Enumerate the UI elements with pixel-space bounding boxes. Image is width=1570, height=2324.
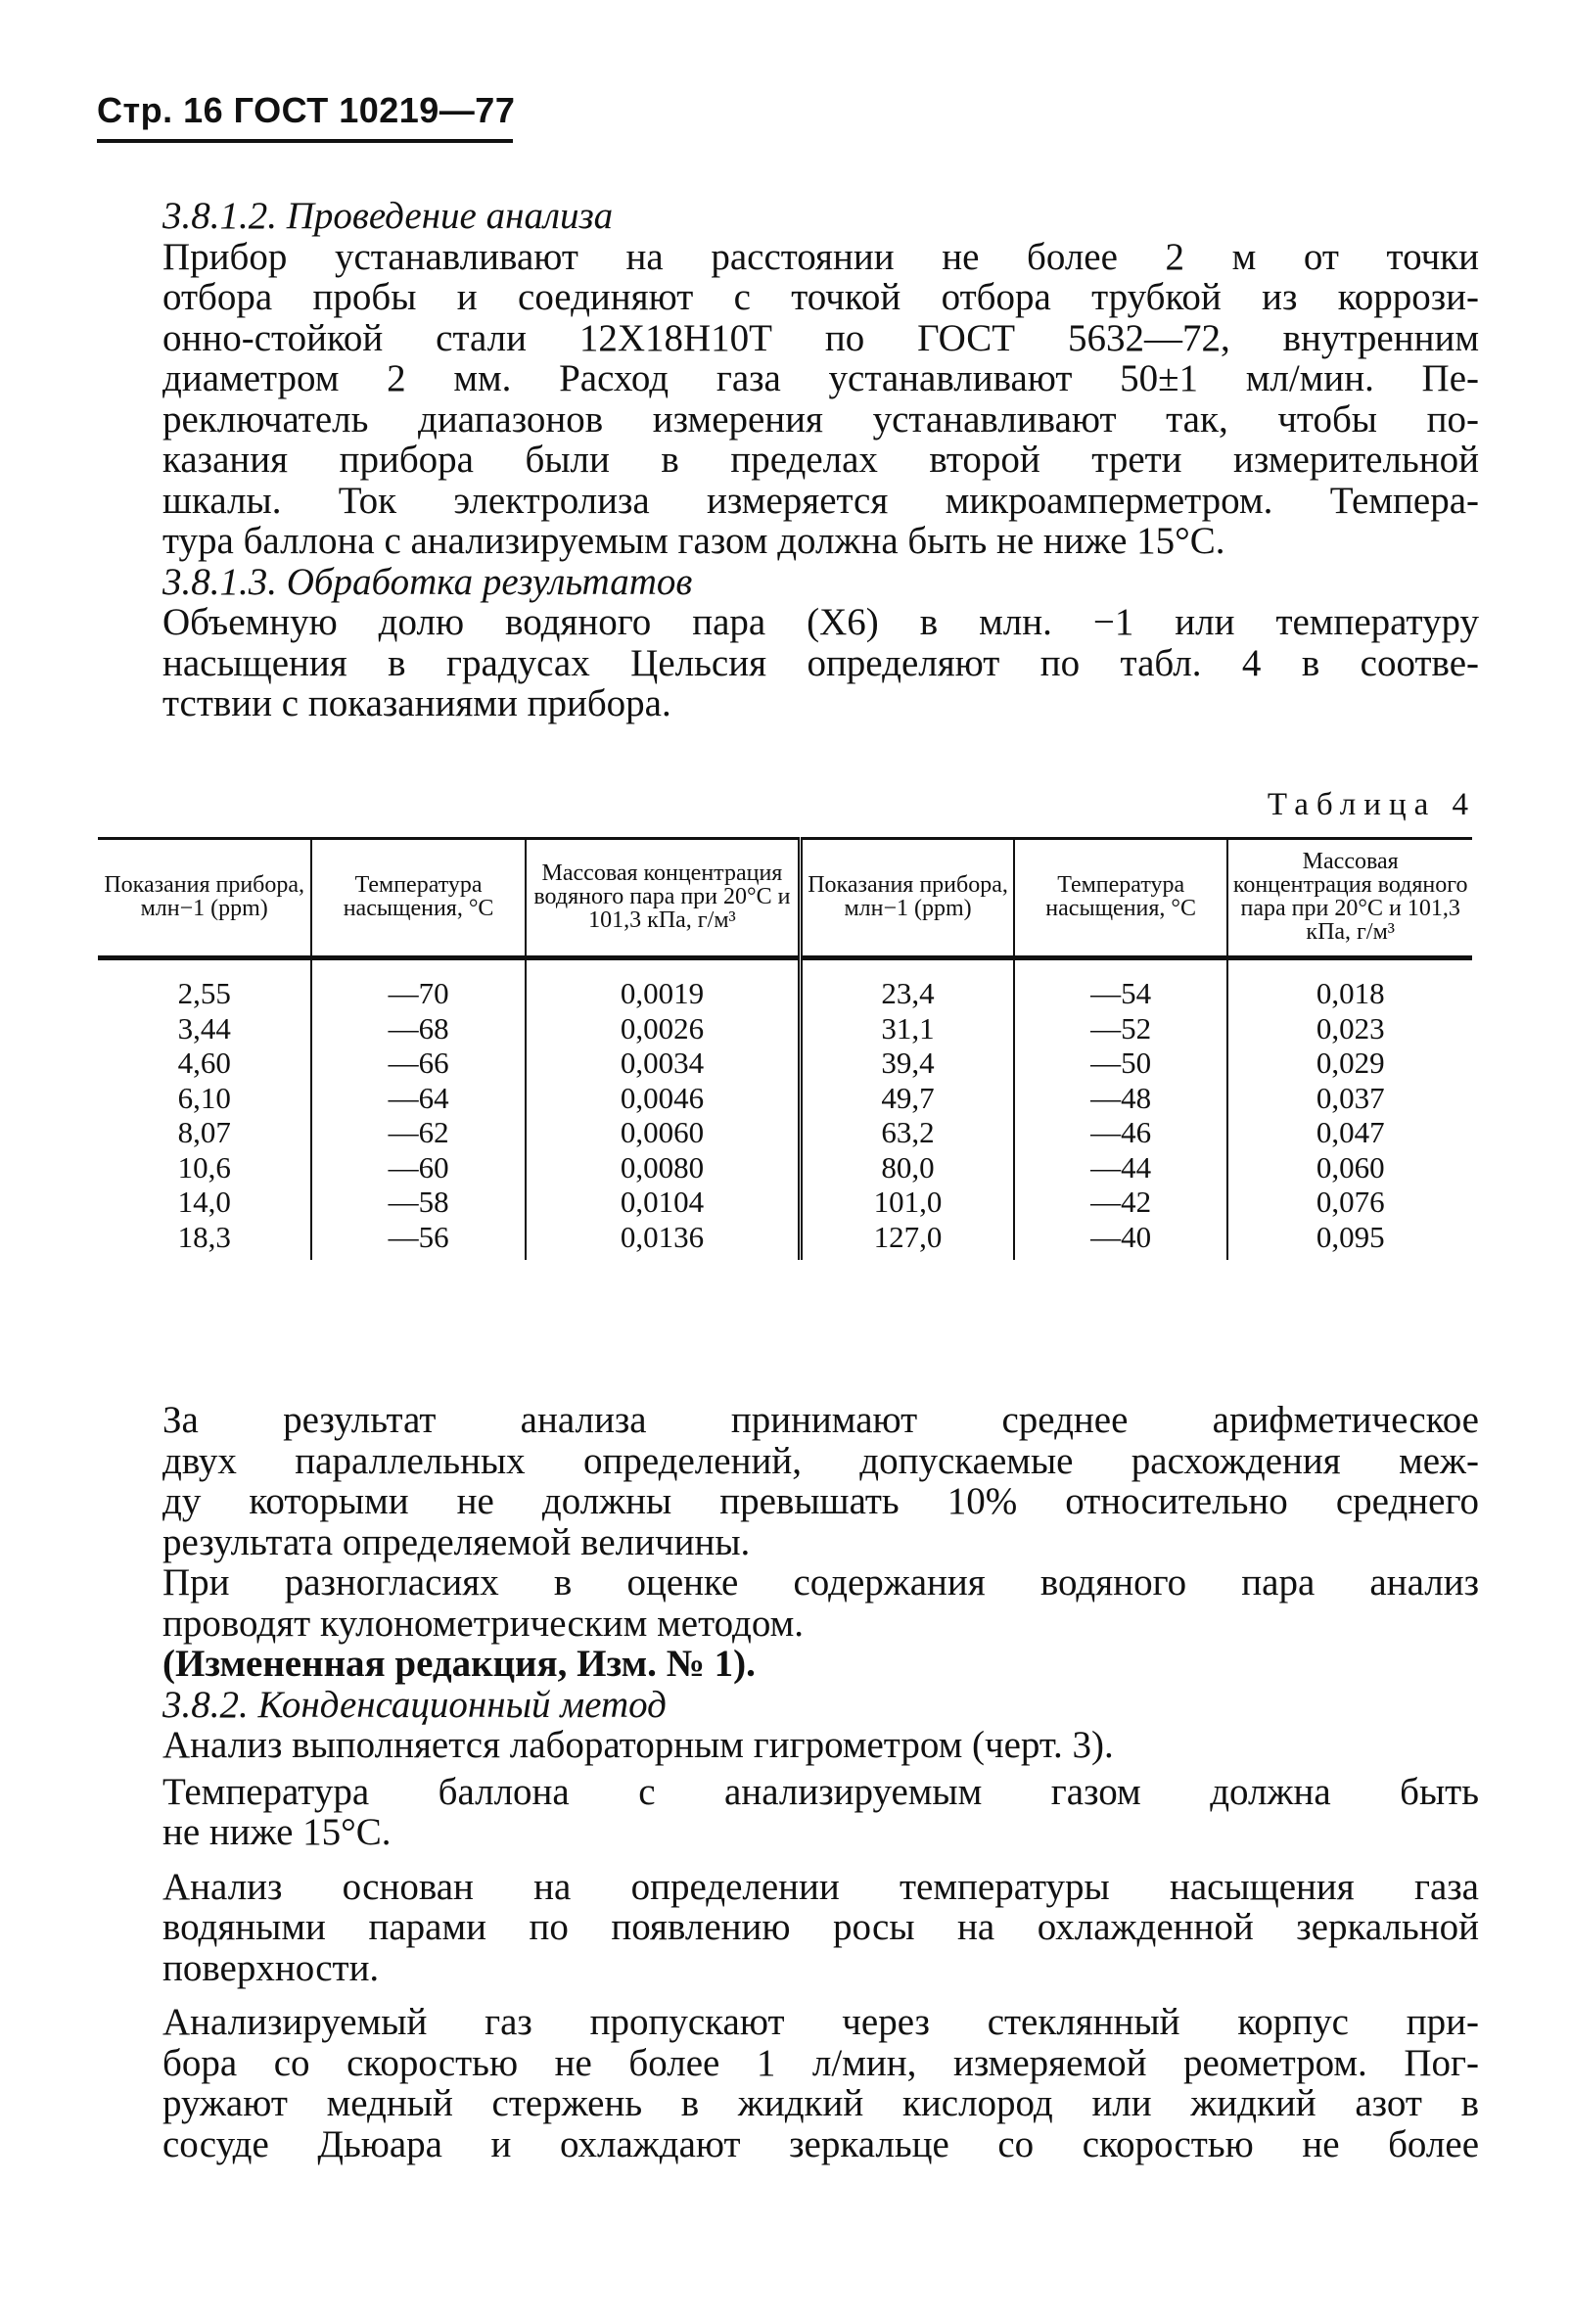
text-line: При разногласиях в оценке содержания водяного пара анализ — [162, 1561, 1479, 1604]
table-cell: —60 — [311, 1150, 525, 1185]
table-cell: —56 — [311, 1220, 525, 1261]
table-cell: —70 — [311, 958, 525, 1011]
col-header-reading-2: Показания прибора, млн−1 (ppm) — [801, 839, 1014, 958]
paragraph-hygrometer: Анализ выполняется лабораторным гигрометром (черт. 3). — [162, 1724, 1114, 1766]
table-cell: 3,44 — [177, 1010, 231, 1046]
col-header-mass-concentration-1: Массовая концентрация водяного пара при 20°С и 101,3 кПа, г/м³ — [526, 839, 801, 958]
text-line: Объемную долю водяного пара (X6) в млн. −1 или температуру — [162, 601, 1479, 643]
text-line: поверхности. — [162, 1946, 380, 1989]
paragraph-disputes — [162, 1562, 1479, 1644]
table-cell: 80,0 — [801, 1150, 1014, 1185]
section-heading-3-8-1-3: 3.8.1.3. Обработка результатов — [162, 560, 693, 603]
col-header-saturation-temp-2: Температура насыщения, °С — [1014, 839, 1227, 958]
table-cell: 10,6 — [177, 1149, 231, 1185]
table-cell: 0,0046 — [526, 1081, 801, 1116]
table-cell: 14,0 — [177, 1185, 231, 1219]
table-cell: —68 — [311, 1011, 525, 1046]
table-cell: —58 — [311, 1185, 525, 1220]
text-line: отбора пробы и соединяют с точкой отбора трубкой из коррози- — [162, 276, 1479, 318]
table-cell: —62 — [311, 1115, 525, 1150]
section-heading-3-8-2: 3.8.2. Конденсационный метод — [162, 1683, 667, 1726]
table-cell: 49,7 — [801, 1081, 1014, 1116]
text-line: ружают медный стержень в жидкий кислород или жидкий азот в — [162, 2082, 1479, 2124]
table-cell: 0,0026 — [526, 1011, 801, 1046]
table-cell: 0,0034 — [526, 1046, 801, 1081]
text-line: Анализ основан на определении температуры насыщения газа — [162, 1865, 1479, 1908]
col-header-mass-concentration-2: Массовая концентрация водяного пара при 20°С и 101,3 кПа, г/м³ — [1227, 839, 1472, 958]
table-cell: —48 — [1014, 1081, 1227, 1116]
table-row — [98, 1115, 1472, 1150]
table-cell: 0,0136 — [526, 1220, 801, 1261]
table-cell: 39,4 — [801, 1046, 1014, 1081]
text-line: тствии с показаниями прибора. — [162, 682, 671, 724]
table-cell: —54 — [1014, 958, 1227, 1011]
table-cell: 0,047 — [1227, 1115, 1472, 1150]
paragraph-results-processing — [162, 602, 1479, 724]
table-row — [98, 1185, 1472, 1220]
text-line: водяными парами по появлению росы на охлажденной зеркальной — [162, 1906, 1479, 1948]
text-line: сосуде Дьюара и охлаждают зеркальце со скоростью не более — [162, 2122, 1479, 2165]
text-line: реключатель диапазонов измерения устанавливают так, чтобы по- — [162, 397, 1479, 441]
table-cell: 0,0060 — [526, 1115, 801, 1150]
text-line: не ниже 15°С. — [162, 1811, 392, 1853]
text-line: диаметром 2 мм. Расход газа устанавливают 50±1 мл/мин. Пе- — [162, 357, 1479, 399]
table-row — [98, 1046, 1472, 1081]
paragraph-gas-flow — [162, 2002, 1479, 2164]
table-cell: —40 — [1014, 1220, 1227, 1261]
text-line: бора со скоростью не более 1 л/мин, измеряемой реометром. Пог- — [162, 2041, 1479, 2084]
text-line: шкалы. Ток электролиза измеряется микроамперметром. Темпера- — [162, 479, 1479, 522]
table-cell: 0,037 — [1227, 1081, 1472, 1116]
paragraph-cylinder-temperature — [162, 1772, 1479, 1853]
text-line: тура баллона с анализируемым газом должна быть не ниже 15°С. — [162, 520, 1225, 562]
table-cell: 0,023 — [1227, 1011, 1472, 1046]
col-header-reading-1: Показания прибора, млн−1 (ppm) — [98, 839, 311, 958]
table-cell: —50 — [1014, 1046, 1227, 1081]
text-line: Анализируемый газ пропускают через стеклянный корпус при- — [162, 2001, 1479, 2043]
table-cell: 4,60 — [177, 1046, 231, 1080]
section-heading-3-8-1-2: 3.8.1.2. Проведение анализа — [162, 195, 614, 237]
col-header-saturation-temp-1: Температура насыщения, °С — [311, 839, 525, 958]
table-cell: 127,0 — [801, 1220, 1014, 1261]
table-cell: —64 — [311, 1081, 525, 1116]
table-cell: —66 — [311, 1046, 525, 1081]
table-4 — [98, 837, 1472, 1260]
text-line: За результат анализа принимают среднее арифметическое — [162, 1399, 1479, 1441]
table-row — [98, 1011, 1472, 1046]
table-cell: 0,095 — [1227, 1220, 1472, 1261]
table-row — [98, 1081, 1472, 1116]
table-cell: 23,4 — [801, 958, 1014, 1011]
table-cell: —44 — [1014, 1150, 1227, 1185]
table-cell: 0,018 — [1227, 958, 1472, 1011]
table-cell: 101,0 — [801, 1185, 1014, 1220]
table-header-row — [98, 839, 1472, 958]
page-header: Стр. 16 ГОСТ 10219—77 — [97, 90, 516, 130]
table-row — [98, 1150, 1472, 1185]
table-cell: 0,029 — [1227, 1046, 1472, 1081]
table-cell: 31,1 — [801, 1011, 1014, 1046]
paragraph-result-evaluation — [162, 1400, 1479, 1562]
text-line: двух параллельных определений, допускаемые расхождения меж- — [162, 1439, 1479, 1482]
table-cell: 0,060 — [1227, 1150, 1472, 1185]
text-line: проводят кулонометрическим методом. — [162, 1602, 805, 1645]
table-cell: 8,07 — [177, 1115, 231, 1149]
table-cell: —46 — [1014, 1115, 1227, 1150]
table-cell: 2,55 — [177, 976, 231, 1010]
header-rule — [97, 139, 513, 143]
text-line: Прибор устанавливают на расстоянии не более 2 м от точки — [162, 235, 1479, 278]
table-cell: 0,0080 — [526, 1150, 801, 1185]
table-row — [98, 1220, 1472, 1261]
table-cell: —52 — [1014, 1011, 1227, 1046]
table-cell: 0,0104 — [526, 1185, 801, 1220]
table-cell: 63,2 — [801, 1115, 1014, 1150]
table-cell: 18,3 — [177, 1219, 231, 1254]
table-row — [98, 958, 1472, 1011]
upper-text-block — [162, 196, 1479, 724]
table-cell: 0,076 — [1227, 1185, 1472, 1220]
amendment-note: (Измененная редакция, Изм. № 1). — [162, 1643, 756, 1685]
text-line: казания прибора были в пределах второй трети измерительной — [162, 439, 1479, 481]
lower-text-block — [162, 1400, 1479, 2164]
text-line: насыщения в градусах Цельсия определяют по табл. 4 в соотве- — [162, 641, 1479, 684]
table-cell: 0,0019 — [526, 958, 801, 1011]
text-line: онно-стойкой стали 12Х18Н10Т по ГОСТ 5632—72, внутренним — [162, 316, 1479, 359]
table-caption: Таблица 4 — [1267, 787, 1476, 822]
text-line: Температура баллона с анализируемым газом должна быть — [162, 1770, 1479, 1813]
table-cell: 6,10 — [177, 1080, 231, 1115]
text-line: ду которыми не должны превышать 10% относительно среднего — [162, 1480, 1479, 1522]
text-line: результата определяемой величины. — [162, 1520, 751, 1563]
paragraph-method-basis — [162, 1867, 1479, 1989]
table-cell: —42 — [1014, 1185, 1227, 1220]
paragraph-analysis-procedure — [162, 237, 1479, 562]
